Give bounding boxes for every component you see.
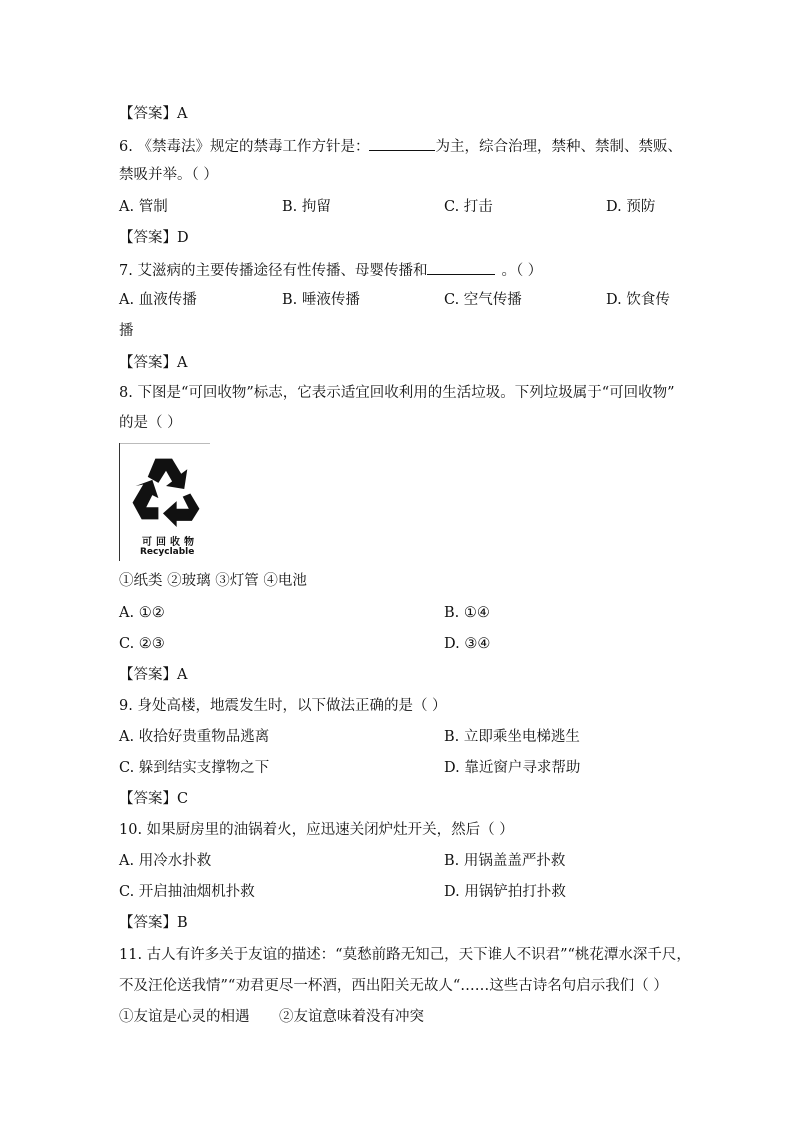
question-11-line1: 11. 古人有许多关于友谊的描述：“莫愁前路无知己，天下谁人不识君”“桃花潭水深千尺， xyxy=(119,947,691,963)
q9-option-c[interactable]: C. 躲到结实支撑物之下 xyxy=(119,760,270,776)
q10-option-a[interactable]: A. 用冷水扑救 xyxy=(119,853,212,869)
q8-option-a[interactable]: A. ①② xyxy=(119,605,165,621)
q7-option-c[interactable]: C. 空气传播 xyxy=(444,292,522,308)
question-8-line1: 8. 下图是“可回收物”标志，它表示适宜回收利用的生活垃圾。下列垃圾属于“可回收物” xyxy=(119,385,675,401)
answer-10: 【答案】B xyxy=(119,915,188,931)
q6-option-c[interactable]: C. 打击 xyxy=(444,199,493,215)
question-11-line2: 不及汪伦送我情”“劝君更尽一杯酒，西出阳关无故人“……这些古诗名句启示我们（ ） xyxy=(119,978,668,994)
q8-option-b[interactable]: B. ①④ xyxy=(444,605,490,621)
q8-option-c[interactable]: C. ②③ xyxy=(119,636,165,652)
q9-option-a[interactable]: A. 收拾好贵重物品逃离 xyxy=(119,729,270,745)
question-10: 10. 如果厨房里的油锅着火，应迅速关闭炉灶开关，然后（ ） xyxy=(119,822,514,838)
q10-option-c[interactable]: C. 开启抽油烟机扑救 xyxy=(119,884,255,900)
q11-choice-2: ②友谊意味着没有冲突 xyxy=(279,1009,424,1025)
question-7-text-post: 。（ ） xyxy=(501,263,543,279)
question-6-line2: 禁吸并举。（ ） xyxy=(119,167,218,183)
question-6-text-post: 为主，综合治理，禁种、禁制、禁贩、 xyxy=(435,139,682,155)
recyclable-sign-figure xyxy=(119,443,210,561)
q8-option-d[interactable]: D. ③④ xyxy=(444,636,491,652)
q9-option-d[interactable]: D. 靠近窗户寻求帮助 xyxy=(444,760,581,776)
answer-5: 【答案】A xyxy=(119,106,188,122)
question-6 xyxy=(119,136,682,156)
question-8-choices: ①纸类 ②玻璃 ③灯管 ④电池 xyxy=(119,573,307,589)
answer-9: 【答案】C xyxy=(119,791,189,807)
question-8-line2: 的是（ ） xyxy=(119,415,182,431)
q7-option-a[interactable]: A. 血液传播 xyxy=(119,292,197,308)
q6-option-b[interactable]: B. 拘留 xyxy=(282,199,331,215)
q11-choice-1: ①友谊是心灵的相遇 xyxy=(119,1009,250,1025)
recyclable-sign-label-cn: 可回收物 xyxy=(142,537,198,548)
answer-8: 【答案】A xyxy=(119,667,188,683)
question-7-blank xyxy=(427,260,495,275)
q9-option-b[interactable]: B. 立即乘坐电梯逃生 xyxy=(444,729,580,745)
question-7 xyxy=(119,260,542,280)
q7-option-d[interactable]: D. 饮食传 xyxy=(606,292,670,308)
question-9: 9. 身处高楼，地震发生时，以下做法正确的是（ ） xyxy=(119,698,447,714)
question-7-text-pre: 7. 艾滋病的主要传播途径有性传播、母婴传播和 xyxy=(119,263,428,279)
answer-7: 【答案】A xyxy=(119,355,188,371)
q10-option-b[interactable]: B. 用锅盖盖严扑救 xyxy=(444,853,566,869)
question-6-text-pre: 6. 《禁毒法》规定的禁毒工作方针是： xyxy=(119,139,370,155)
recyclable-sign-label-en: Recyclable xyxy=(140,547,195,557)
q6-option-d[interactable]: D. 预防 xyxy=(606,199,656,215)
q7-option-d-wrap: 播 xyxy=(119,323,134,339)
recycle-icon xyxy=(128,451,204,527)
q6-option-a[interactable]: A. 管制 xyxy=(119,199,168,215)
answer-6: 【答案】D xyxy=(119,230,189,246)
q10-option-d[interactable]: D. 用锅铲拍打扑救 xyxy=(444,884,566,900)
q7-option-b[interactable]: B. 唾液传播 xyxy=(282,292,360,308)
question-6-blank xyxy=(369,136,435,151)
